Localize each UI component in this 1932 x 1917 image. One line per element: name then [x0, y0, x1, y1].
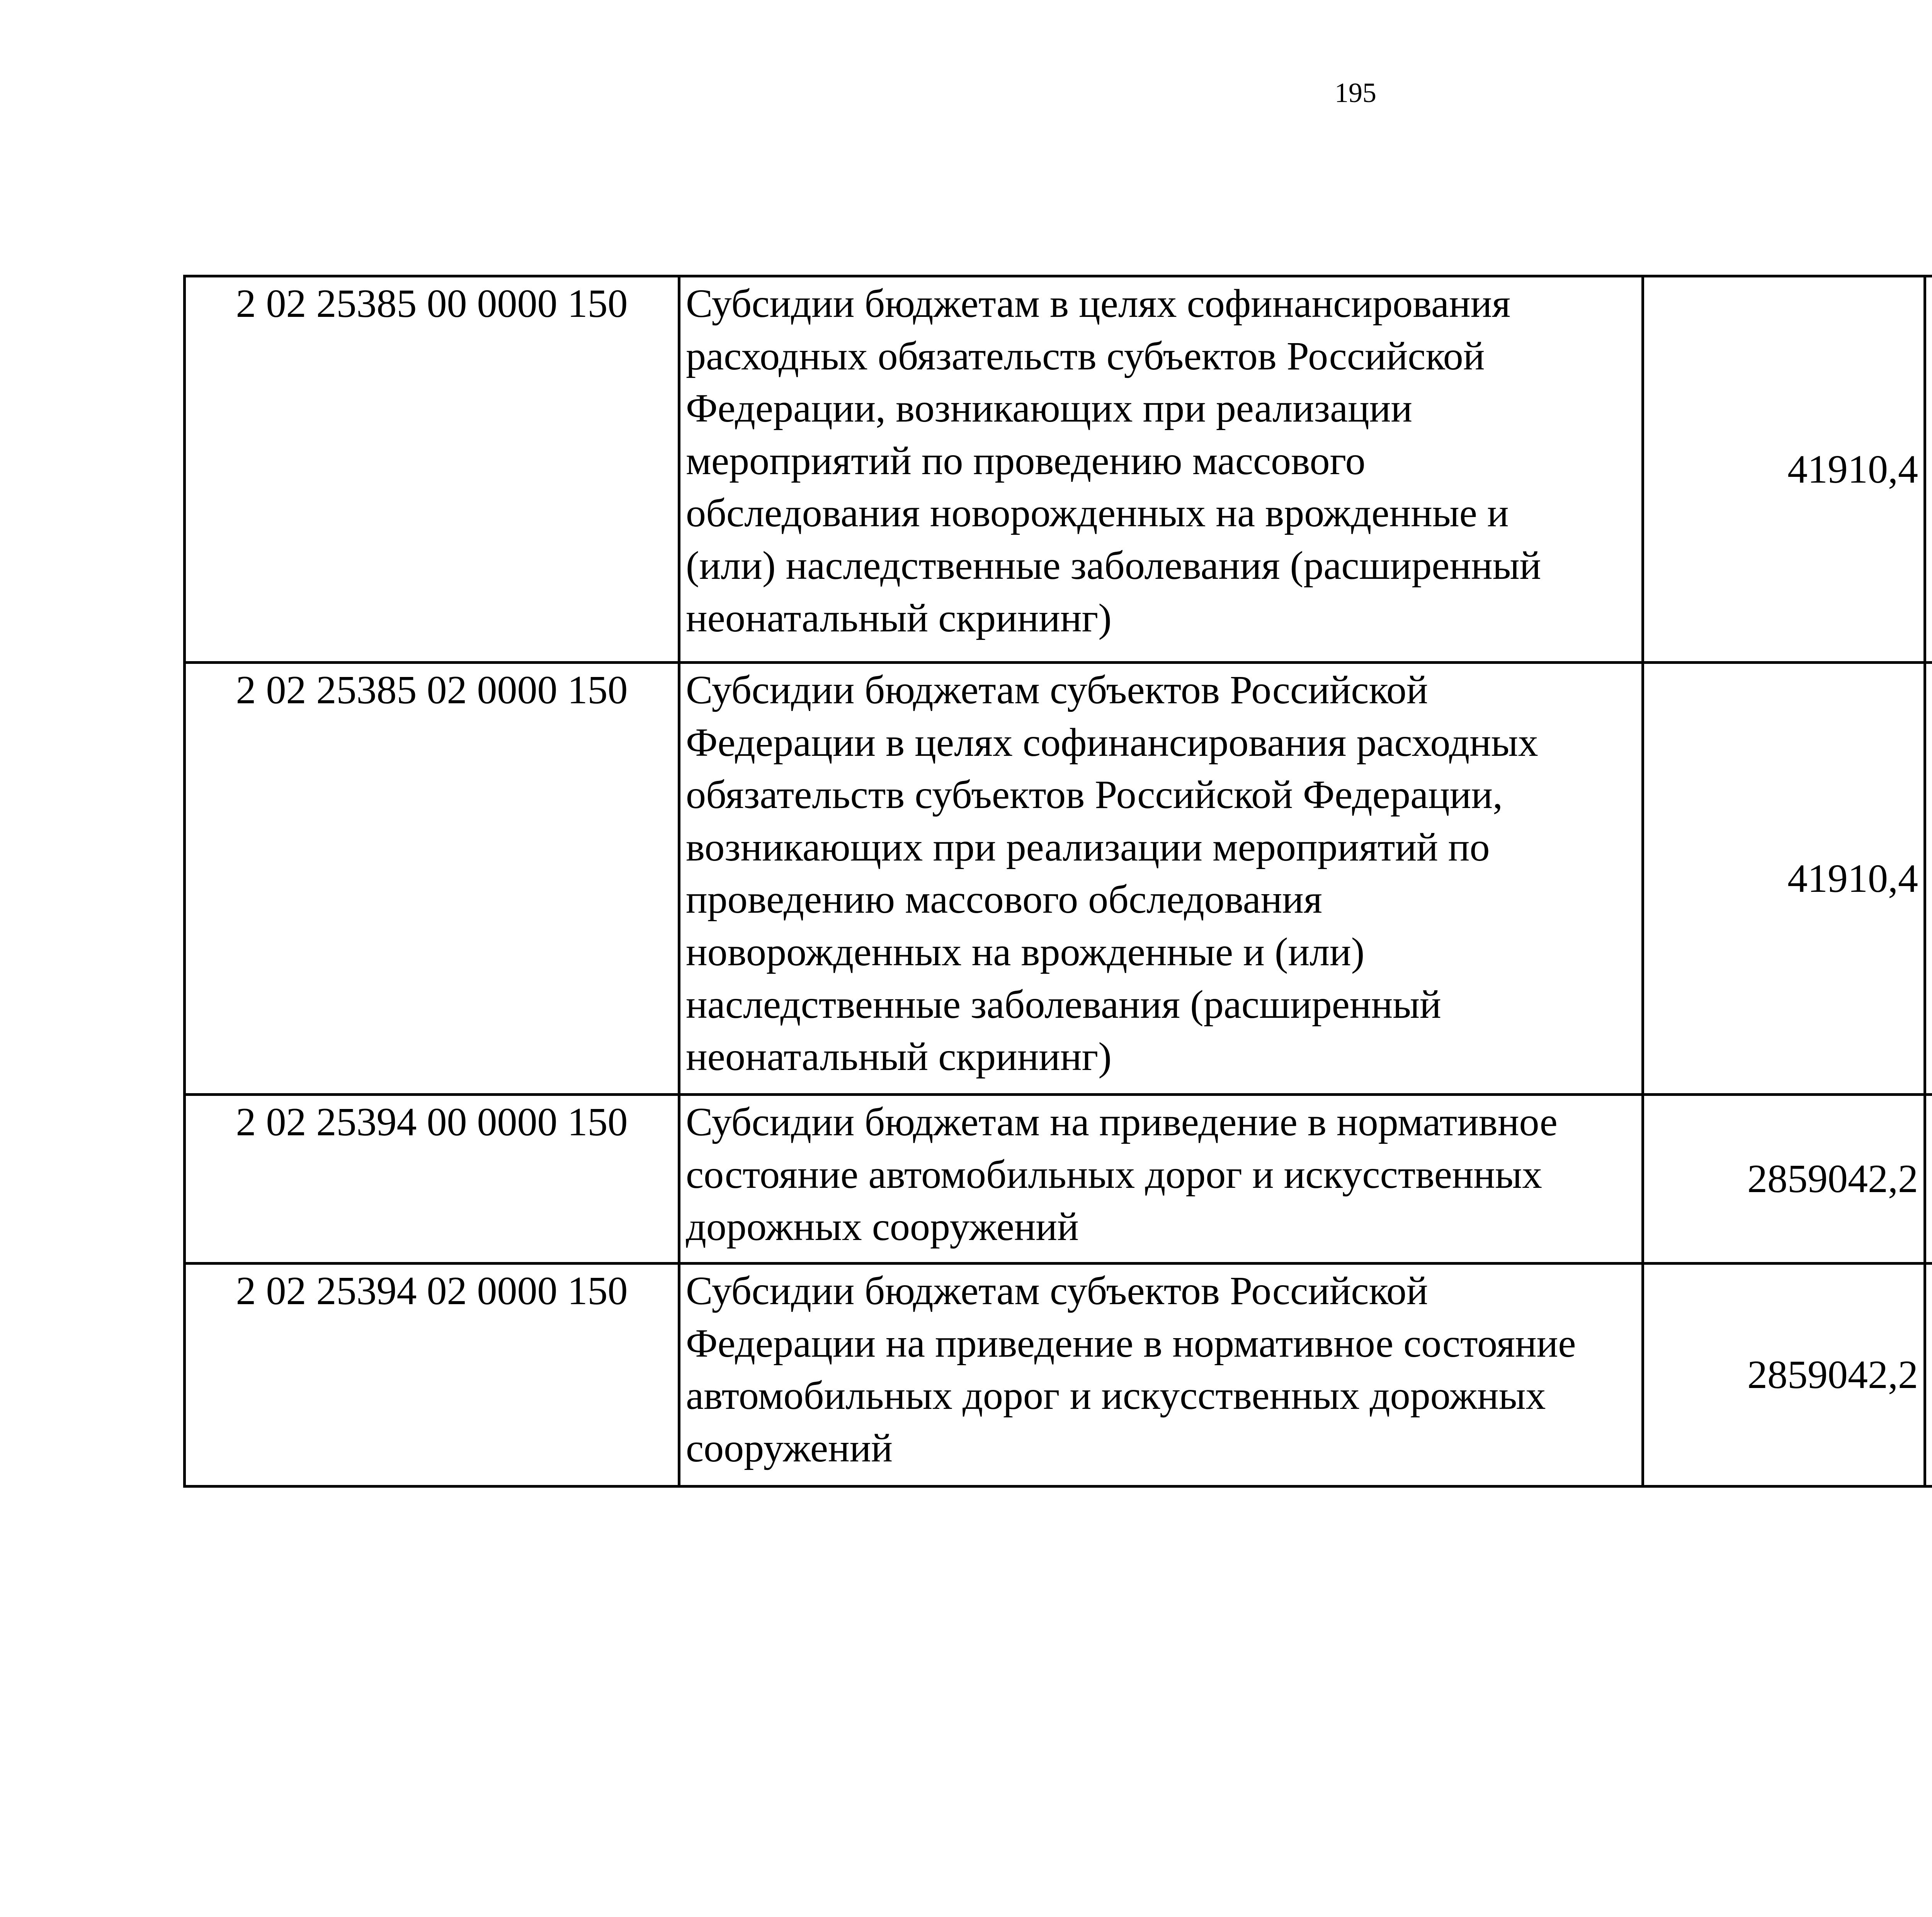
- description-line: Субсидии бюджетам на приведение в нормативное: [686, 1100, 1558, 1144]
- description-line: Федерации, возникающих при реализации: [686, 386, 1413, 431]
- description-line: Субсидии бюджетам в целях софинансирования: [686, 281, 1511, 326]
- description-line: Субсидии бюджетам субъектов Российской: [686, 668, 1428, 712]
- description-line: Субсидии бюджетам субъектов Российской: [686, 1269, 1428, 1313]
- description-line: сооружений: [686, 1425, 893, 1470]
- description-line: новорожденных на врожденные и (или): [686, 929, 1365, 974]
- budget-code: 2 02 25385 00 0000 150: [185, 276, 679, 663]
- table-row: [185, 1264, 1932, 1487]
- description-line: состояние автомобильных дорог и искусственных: [686, 1152, 1543, 1197]
- description-line: автомобильных дорог и искусственных дорожных: [686, 1373, 1546, 1418]
- description-line: обследования новорожденных на врожденные и: [686, 491, 1509, 536]
- budget-code: 2 02 25394 00 0000 150: [185, 1095, 679, 1264]
- description-line: Федерации на приведение в нормативное состояние: [686, 1321, 1576, 1366]
- value-cell: [1925, 1264, 1932, 1487]
- description-line: проведению массового обследования: [686, 877, 1322, 922]
- description-line: (или) наследственные заболевания (расширенный: [686, 543, 1541, 588]
- value-cell: 41910,4: [1643, 663, 1925, 1095]
- description: [679, 1264, 1643, 1487]
- description-line: возникающих при реализации мероприятий по: [686, 825, 1490, 869]
- description: [679, 1095, 1643, 1264]
- page-number: 195: [1335, 77, 1376, 108]
- value-cell: [1925, 276, 1932, 663]
- value-cell: [1925, 1095, 1932, 1264]
- budget-code: 2 02 25385 02 0000 150: [185, 663, 679, 1095]
- table-row: [185, 1095, 1932, 1264]
- value-cell: 2859042,2: [1643, 1095, 1925, 1264]
- description-line: неонатальный скрининг): [686, 595, 1112, 640]
- budget-code: 2 02 25394 02 0000 150: [185, 1264, 679, 1487]
- description-line: расходных обязательств субъектов Российской: [686, 333, 1485, 378]
- table-row: [185, 663, 1932, 1095]
- value-cell: 2859042,2: [1643, 1264, 1925, 1487]
- description: [679, 663, 1643, 1095]
- description: [679, 276, 1643, 663]
- description-line: обязательств субъектов Российской Федерации,: [686, 772, 1503, 817]
- description-line: мероприятий по проведению массового: [686, 438, 1366, 483]
- description-line: неонатальный скрининг): [686, 1034, 1112, 1079]
- table-body: [185, 276, 1932, 1487]
- description-line: дорожных сооружений: [686, 1204, 1079, 1249]
- description-line: Федерации в целях софинансирования расходных: [686, 720, 1538, 765]
- budget-table: [183, 275, 1932, 1488]
- value-cell: 41910,4: [1643, 276, 1925, 663]
- table-row: [185, 276, 1932, 663]
- description-line: наследственные заболевания (расширенный: [686, 982, 1441, 1027]
- value-cell: [1925, 663, 1932, 1095]
